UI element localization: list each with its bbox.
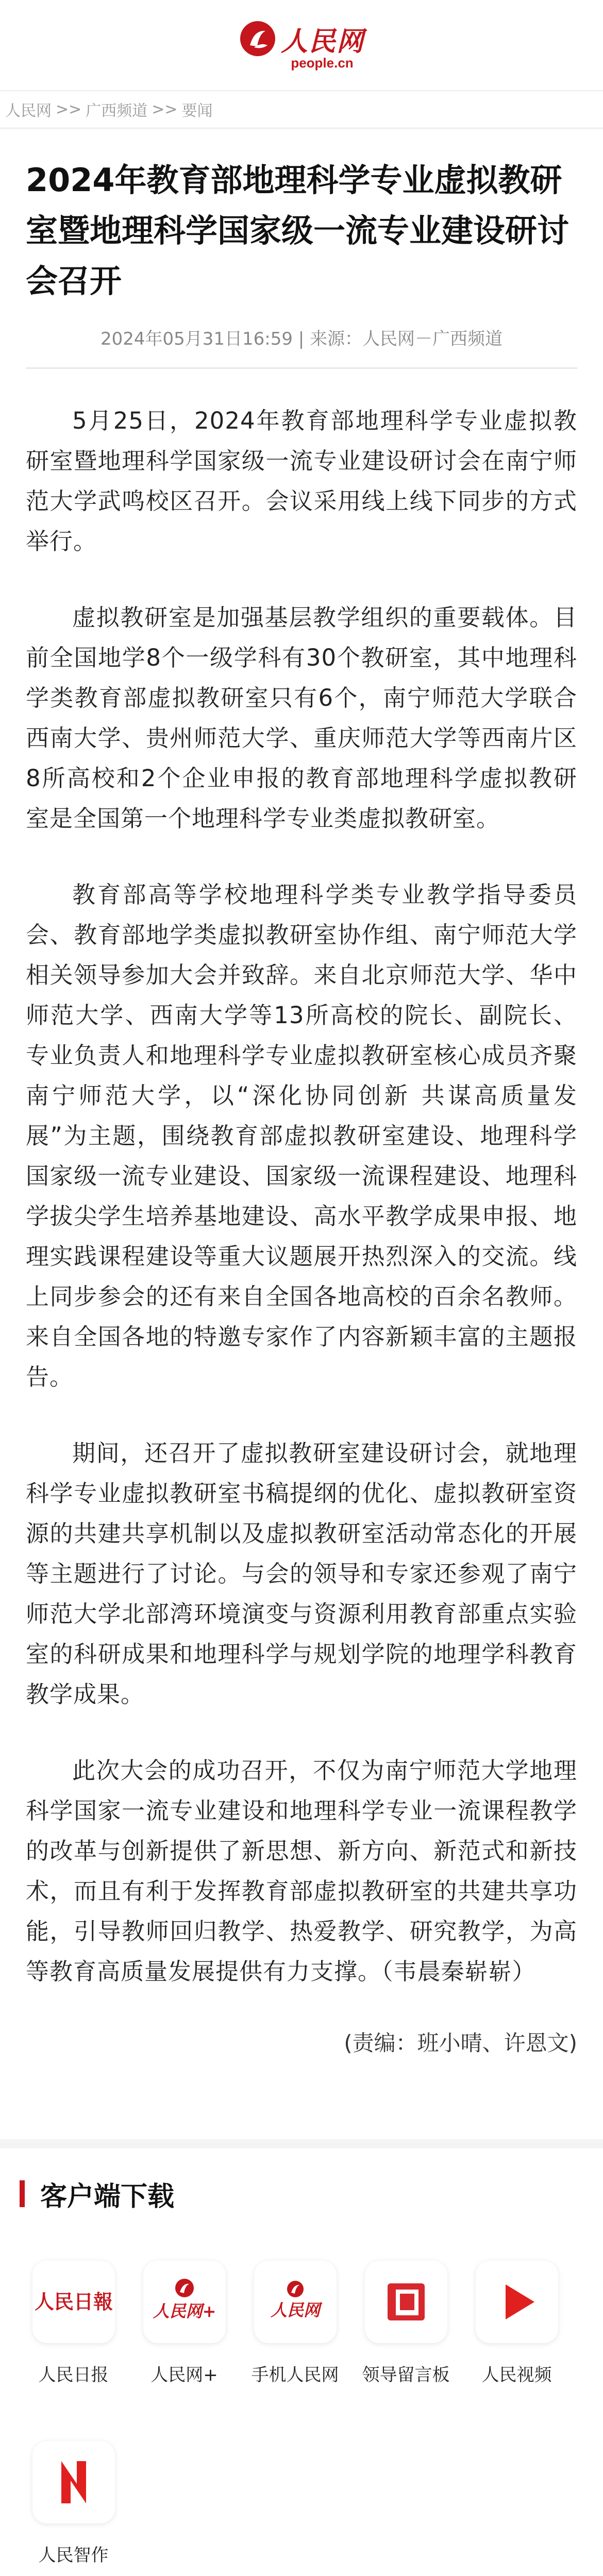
section-divider [0,2082,603,2148]
divider [0,127,603,129]
logo-text: 人民网 [280,25,364,57]
article-source-link[interactable]: 人民网－广西频道 [362,329,503,349]
leader-message-board-icon [365,2261,447,2343]
app-label: 领导留言板 [362,2365,450,2385]
app-item-leader-board[interactable] [350,2261,461,2441]
breadcrumb-item-guangxi[interactable]: 广西频道 [86,102,148,120]
article-paragraph: 期间，还召开了虚拟教研室建设研讨会，就地理科学专业虚拟教研室书稿提纲的优化、虚拟教研室资源的共建共享机制以及虚拟教研室活动常态化的开展等主题进行了讨论。与会的领导和专家还参观了南宁师范大学北部湾环境演变与资源利用教育部重点实验室的科研成果和地理科学与规划学院的地理学科教育教学成果。 [26,1439,577,1708]
svg-text:人民网: 人民网 [270,2300,320,2320]
article-paragraph: 5月25日，2024年教育部地理科学专业虚拟教研室暨地理科学国家级一流专业建设研讨会在南宁师范大学武鸣校区召开。会议采用线上线下同步的方式举行。 [26,407,577,555]
breadcrumb-separator: >> [152,100,178,118]
app-item-people-zhizuo[interactable] [18,2441,129,2576]
article-editor: (责编：班小晴、许恩文) [344,2030,577,2056]
svg-text:人民网+: 人民网+ [153,2301,216,2321]
article-paragraph: 虚拟教研室是加强基层教学组织的重要载体。目前全国地学8个一级学科有30个教研室，其中地理科学类教育部虚拟教研室只有6个，南宁师范大学联合西南大学、贵州师范大学、重庆师范大学等西南片区8所高校和2个企业申报的教育部地理科学虚拟教研室是全国第一个地理科学专业类虚拟教研室。 [26,604,577,832]
app-list [18,2261,585,2576]
article-paragraph: 此次大会的成功召开，不仅为南宁师范大学地理科学国家一流专业建设和地理科学专业一流课程教学的改革与创新提供了新思想、新方向、新范式和新技术，而且有利于发挥教育部虚拟教研室的共建共享功能，引导教师回归教学、热爱教学、研究教学，为高等教育高质量发展提供有力支撑。（韦晨秦崭崭） [26,1757,577,1985]
app-label: 人民智作 [38,2545,109,2566]
app-item-mobile-people[interactable] [240,2261,350,2441]
breadcrumb-item-home[interactable]: 人民网 [5,102,52,120]
site-logo[interactable] [239,20,364,58]
app-label: 人民日报 [38,2365,109,2385]
article-paragraph: 教育部高等学校地理科学类专业教学指导委员会、教育部地学类虚拟教研室协作组、南宁师范大学相关领导参加大会并致辞。来自北京师范大学、华中师范大学、西南大学等13所高校的院长、副院长、专业负责人和地理科学专业虚拟教研室核心成员齐聚南宁师范大学，以“深化协同创新 共谋高质量发展”为主题，围绕教育部虚拟教研室建设、地理科学国家级一流专业建设、国家级一流课程建设、地理科学拔尖学生培养基地建设、高水平教学成果申报、地理实践课程建设等重大议题展开热烈深入的交流。线上同步参会的还有来自全国各地高校的百余名教师。来自全国各地的特邀专家作了内容新颖丰富的主题报告。 [26,881,577,1391]
article-meta [26,326,577,369]
svg-text:人民日報: 人民日報 [34,2290,113,2313]
article-body [26,401,577,1992]
app-item-people-video[interactable] [461,2261,572,2441]
heading-accent-bar [20,2180,25,2207]
article-date: 2024年05月31日16:59 [100,329,293,349]
meta-separator: | [298,329,310,349]
source-label: 来源： [310,329,363,349]
people-plus-icon [143,2261,226,2343]
breadcrumb-item-news[interactable]: 要闻 [181,102,213,120]
app-item-people-daily[interactable] [18,2261,129,2441]
app-label: 人民视频 [481,2365,552,2385]
app-label: 手机人民网 [251,2365,339,2385]
logo-url: people.cn [291,55,354,71]
site-header [0,0,603,91]
mobile-people-icon [254,2261,337,2343]
people-daily-icon [32,2261,115,2343]
breadcrumb [0,91,603,127]
app-item-people-plus[interactable] [129,2261,240,2441]
article-title: 2024年教育部地理科学专业虚拟教研室暨地理科学国家级一流专业建设研讨会召开 [26,161,569,300]
client-download-heading [0,2178,603,2212]
client-download-title: 客户端下载 [40,2181,175,2212]
breadcrumb-separator: >> [56,100,82,118]
app-label: 人民网+ [150,2365,218,2385]
people-video-icon [476,2261,558,2343]
people-logo-icon [239,20,277,58]
people-zhizuo-icon [32,2441,115,2523]
